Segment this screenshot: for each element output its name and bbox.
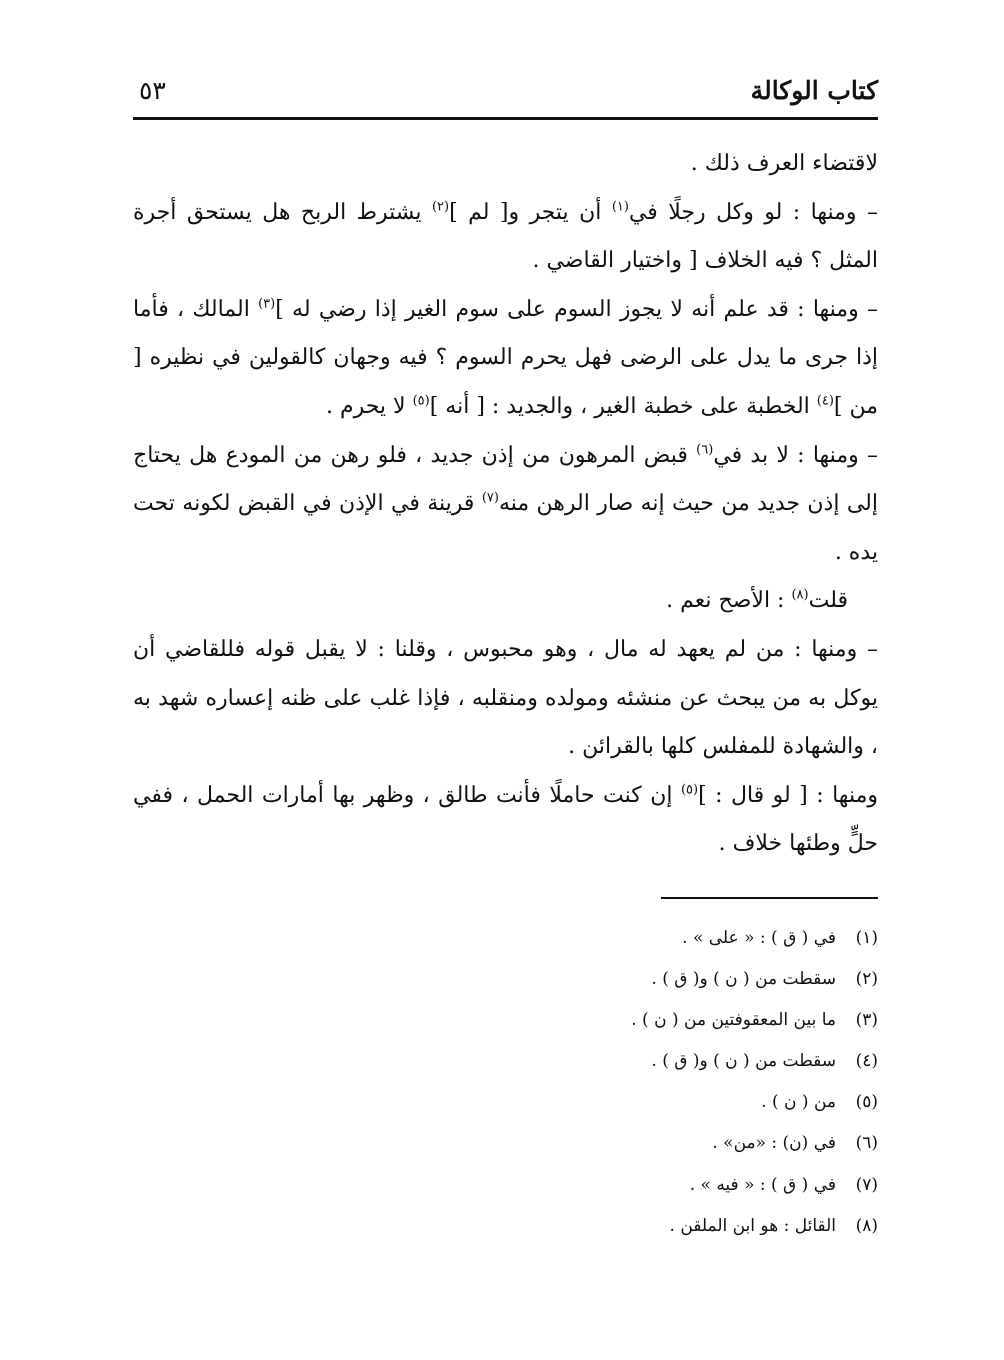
footnote-text: في ( ق ) : « فيه » . xyxy=(689,1174,836,1195)
text-run: : الأصح نعم . xyxy=(666,588,792,614)
text-run: – ومنها : لو وكل رجلًا في xyxy=(628,199,878,225)
footnote-ref: (٦) xyxy=(696,442,714,458)
text-run: – ومنها : قد علم أنه لا يجوز السوم على سوم الغير إذا رضي له ] xyxy=(275,296,878,322)
footnote-text: سقطت من ( ن ) و( ق ) . xyxy=(651,1051,836,1072)
footnote-ref: (٥) xyxy=(680,782,699,798)
footnote-item xyxy=(133,1206,878,1247)
footnote-text: في (ن) : «من» . xyxy=(712,1133,836,1154)
text-run: الخطبة على خطبة الغير ، والجديد : [ أنه ] xyxy=(429,393,817,419)
footnote-number: (٥) xyxy=(855,1092,878,1113)
paragraph-5 xyxy=(133,577,878,626)
footnote-ref: (١) xyxy=(611,199,629,215)
footnote-text: في ( ق ) : « على » . xyxy=(682,928,836,948)
footnote-item xyxy=(133,1041,878,1082)
footnote-ref: (٥) xyxy=(412,393,430,409)
footnote-item xyxy=(133,918,878,959)
text-run: قلت xyxy=(808,588,848,614)
running-title: كتاب الوكالة xyxy=(750,76,878,105)
footnote-number: (٣) xyxy=(855,1010,878,1031)
footnote-item xyxy=(133,1000,878,1041)
footnote-text: من ( ن ) . xyxy=(761,1092,836,1113)
text-run: لا يحرم . xyxy=(325,393,413,419)
footnote-ref: (٧) xyxy=(481,490,499,506)
text-run: ومنها : [ لو قال : ] xyxy=(698,782,878,808)
footnote-number: (١) xyxy=(855,928,878,948)
footnote-ref: (٨) xyxy=(791,588,809,604)
footnote-ref: (٤) xyxy=(816,393,834,409)
footnotes xyxy=(133,918,878,1247)
text-run: قرينة في الإذن في القبض لكونه تحت يده . xyxy=(133,491,878,565)
footnote-number: (٦) xyxy=(855,1133,878,1154)
paragraph-1: لاقتضاء العرف ذلك . xyxy=(690,151,878,176)
paragraph-7 xyxy=(133,772,878,869)
paragraph-6: – ومنها : من لم يعهد له مال ، وهو محبوس ، وقلنا : لا يقبل قوله فللقاضي أن يوكل به من يبحث عن منشئه ومولده ومنقلبه ، فإذا غلب على ظنه إعساره شهد به ، والشهادة للمفلس كلها بالقرائن . xyxy=(133,636,878,760)
footnote-ref: (٣) xyxy=(258,296,276,312)
text-run: المالك ، فأما إذا جرى ما يدل على الرضى فهل يحرم السوم ؟ فيه وجهان كالقولين في نظيره [ من ] xyxy=(133,296,878,419)
page-header xyxy=(133,68,878,114)
footnote-number: (٤) xyxy=(855,1051,878,1072)
footnote-item xyxy=(133,1082,878,1123)
footnote-text: القائل : هو ابن الملقن . xyxy=(669,1215,836,1236)
paragraph-2 xyxy=(133,189,878,286)
footnote-number: (٨) xyxy=(855,1215,878,1236)
footnote-item xyxy=(133,959,878,1000)
footnote-text: ما بين المعقوفتين من ( ن ) . xyxy=(631,1010,836,1031)
footnote-ref: (٢) xyxy=(431,199,450,215)
footnote-number: (٧) xyxy=(855,1174,878,1195)
main-text xyxy=(133,140,878,869)
text-run: إن كنت حاملًا فأنت طالق ، وظهر بها أمارات الحمل ، ففي حلٍّ وطئها خلاف . xyxy=(133,782,878,857)
footnote-text: سقطت من ( ن ) و( ق ) . xyxy=(651,969,836,990)
text-run: قبض المرهون من إذن جديد ، فلو رهن من المودع هل يحتاج إلى إذن جديد من حيث إنه صار الرهن منه xyxy=(133,442,878,517)
text-run: أن يتجر و[ لم ] xyxy=(449,199,612,225)
paragraph-3 xyxy=(133,286,878,432)
footnote-item xyxy=(133,1123,878,1164)
page-number: ٥٣ xyxy=(139,76,166,105)
footnote-number: (٢) xyxy=(855,969,878,990)
footnote-item xyxy=(133,1165,878,1206)
header-rule xyxy=(133,117,878,120)
paragraph-4 xyxy=(133,432,878,578)
footnote-separator xyxy=(661,897,878,899)
text-run: يشترط الربح هل يستحق أجرة المثل ؟ فيه الخلاف [ واختيار القاضي . xyxy=(133,199,878,274)
text-run: – ومنها : لا بد في xyxy=(713,442,878,468)
